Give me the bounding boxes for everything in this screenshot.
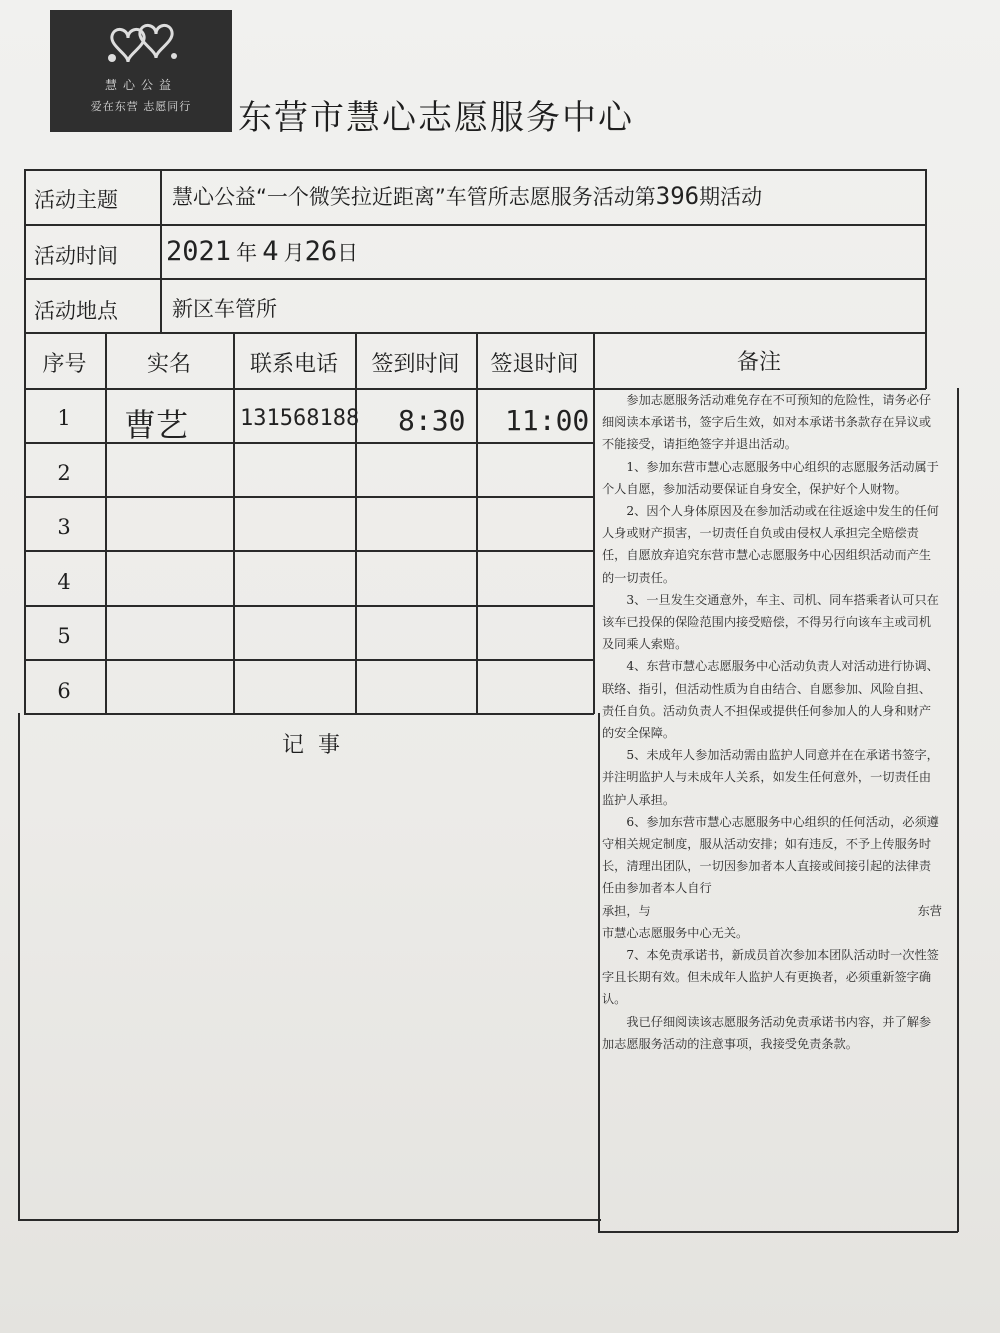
- notice-item: 5、未成年人参加活动需由监护人同意并在在承诺书签字，并注明监护人与未成年人关系，如发生任何意外，一切责任由监护人承担。: [602, 748, 939, 807]
- notice-item: 3、一旦发生交通意外，车主、司机、同车搭乘者认可只在该车已投保的保险范围内接受赔偿，不得另行向该车主或司机及同乘人索赔。: [602, 592, 939, 652]
- table-rule: [24, 605, 594, 607]
- row-number: 4: [57, 570, 71, 594]
- time-value: [166, 236, 358, 267]
- time-year-handwritten: 2021: [166, 236, 232, 267]
- notice-intro: 参加志愿服务活动难免存在不可预知的危险性，请务必仔细阅读本承诺书，签字后生效，如对本承诺书条款存在异议或不能接受，请拒绝签字并退出活动。: [602, 393, 932, 452]
- table-border-bottom-right: [600, 1231, 958, 1233]
- table-border-right: [957, 388, 959, 1232]
- notice-item: 4、东营市慧心志愿服务中心活动负责人对活动进行协调、联络、指引，但活动性质为自由结合、自愿参加、风险自担、责任自负。活动负责人不担保或提供任何参加人的人身和财产的安全保障。: [602, 659, 939, 741]
- header-checkout: 签退时间: [490, 352, 579, 377]
- row-number: 3: [57, 515, 71, 539]
- header-phone: 联系电话: [249, 352, 338, 377]
- liability-notice: [602, 389, 942, 1055]
- logo: [50, 10, 232, 132]
- notice-item6-right: 东营: [917, 903, 942, 918]
- time-month-handwritten: 4: [262, 236, 279, 267]
- table-border-left: [24, 169, 26, 713]
- organization-title: 东营市慧心志愿服务中心: [238, 98, 634, 138]
- notice-item: 6、参加东营市慧心志愿服务中心组织的任何活动，必须遵守相关规定制度，服从活动安排；如有违反，不予上传服务时长，清理出团队，一切因参加者本人直接或间接引起的法律责任由参加者本人自行: [602, 814, 939, 896]
- table-rule-vertical: [105, 332, 107, 714]
- notice-item-line: [602, 900, 942, 922]
- theme-label: 活动主题: [34, 188, 118, 212]
- header-name: 实名: [146, 352, 191, 377]
- notes-title: 记 事: [282, 733, 340, 758]
- row-number: 1: [57, 406, 71, 430]
- theme-issue-handwritten: 396: [655, 182, 700, 210]
- table-border-right: [925, 169, 927, 389]
- table-rule-vertical: [593, 332, 595, 714]
- place-label: 活动地点: [34, 299, 118, 323]
- time-year-unit: 年: [236, 241, 258, 265]
- table-rule-vertical: [233, 332, 235, 714]
- table-rule: [24, 496, 594, 498]
- time-month-unit: 月: [283, 241, 305, 265]
- row1-checkout-handwritten: 11:00: [505, 404, 590, 437]
- table-rule: [24, 713, 594, 715]
- time-day-handwritten: 26: [304, 236, 338, 267]
- logo-name: 慧心公益: [104, 78, 177, 92]
- theme-prefix: 慧心公益“一个微笑拉近距离”车管所志愿服务活动第: [172, 185, 656, 209]
- notice-item: 7、本免责承诺书，新成员首次参加本团队活动时一次性签字且长期有效。但未成年人监护人有更换者，必须重新签字确认。: [602, 948, 939, 1007]
- place-value: 新区车管所: [172, 297, 277, 321]
- table-rule-vertical: [598, 713, 600, 1233]
- row-number: 5: [57, 624, 71, 648]
- row-number: 6: [57, 679, 71, 703]
- table-rule: [24, 442, 594, 444]
- table-border-left: [18, 713, 20, 1220]
- notice-item-line: 市慧心志愿服务中心无关。: [602, 925, 749, 940]
- header-remarks: 备注: [736, 350, 781, 375]
- hearts-logo-icon: [98, 18, 188, 76]
- theme-suffix: 期活动: [699, 185, 763, 209]
- notice-closing: 我已仔细阅读该志愿服务活动免责承诺书内容，并了解参加志愿服务活动的注意事项，我接受免责条款。: [602, 1014, 932, 1051]
- table-border-bottom: [18, 1219, 601, 1221]
- row1-checkin-handwritten: 8:30: [398, 404, 466, 437]
- row1-name-handwritten: 曹艺: [124, 406, 189, 444]
- row-number: 2: [57, 461, 71, 485]
- logo-slogan: 爱在东营 志愿同行: [90, 100, 192, 113]
- notice-item: 1、参加东营市慧心志愿服务中心组织的志愿服务活动属于个人自愿，参加活动要保证自身安全，保护好个人财物。: [602, 459, 939, 496]
- table-rule: [24, 659, 594, 661]
- header-checkin: 签到时间: [371, 352, 460, 377]
- theme-value: [172, 181, 762, 211]
- table-rule-vertical: [160, 169, 162, 333]
- header-no: 序号: [42, 352, 87, 377]
- table-rule-vertical: [476, 332, 478, 714]
- table-rule-vertical: [355, 332, 357, 714]
- time-day-unit: 日: [337, 241, 359, 265]
- notice-item: 2、因个人身体原因及在参加活动或在往返途中发生的任何人身或财产损害，一切责任自负或由侵权人承担完全赔偿责任，自愿放弃追究东营市慧心志愿服务中心因组织活动而产生的一切责任。: [602, 504, 939, 585]
- time-label: 活动时间: [34, 244, 118, 268]
- table-rule: [24, 550, 594, 552]
- notice-item6-left: 承担，与: [602, 903, 651, 918]
- row1-phone-handwritten: 131568188: [240, 406, 360, 431]
